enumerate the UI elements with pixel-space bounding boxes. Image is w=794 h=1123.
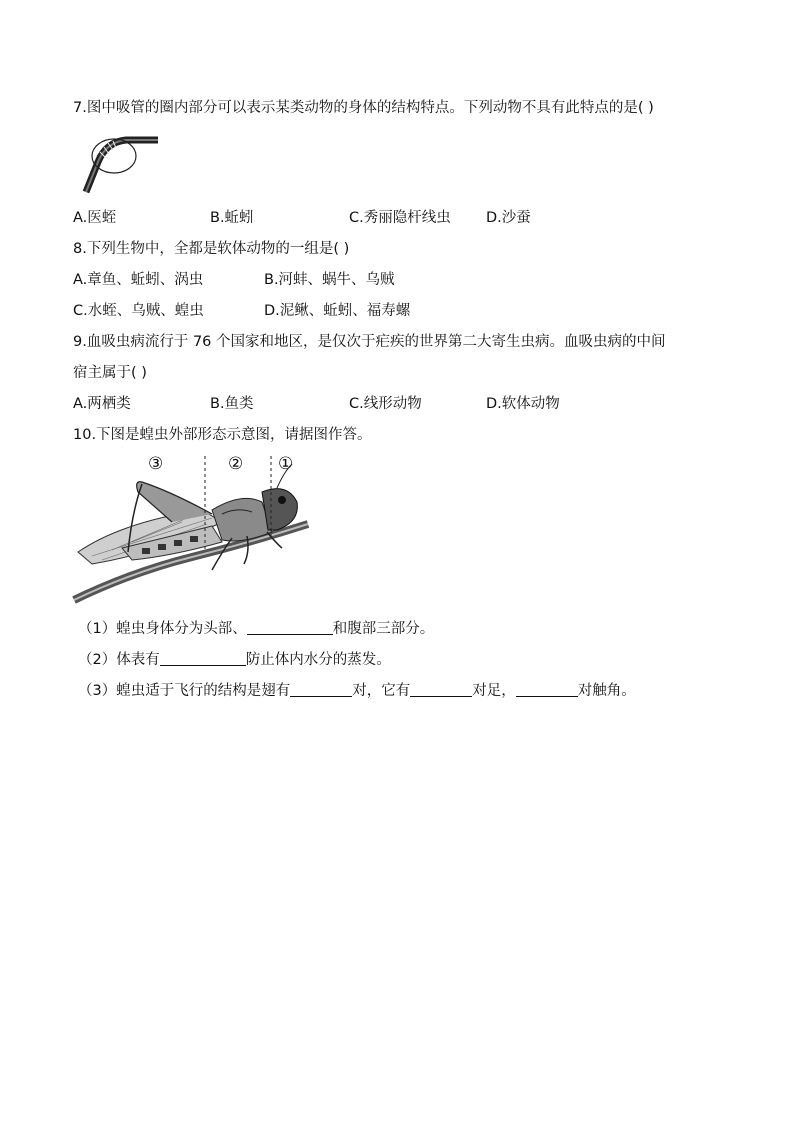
q8-option-a: A.章鱼、蚯蚓、涡虫 <box>73 272 204 288</box>
q7-option-b: B.蚯蚓 <box>210 210 254 226</box>
q10-sub2-text-a: （2）体表有 <box>78 652 160 668</box>
answer-blank-antenna-count[interactable] <box>516 682 578 697</box>
q9-option-a: A.两栖类 <box>73 396 131 412</box>
grasshopper-drawing <box>72 452 312 604</box>
answer-blank-leg-count[interactable] <box>410 682 472 697</box>
q10-sub3-text-b: 对，它有 <box>352 683 411 699</box>
q10-sub2 <box>78 650 391 670</box>
figure-label-1: ① <box>278 454 294 474</box>
q8-option-b: B.河蚌、蜗牛、乌贼 <box>264 272 395 288</box>
q10-sub3 <box>78 681 636 701</box>
grasshopper-figure <box>72 452 312 604</box>
q8-option-d: D.泥鳅、蚯蚓、福寿螺 <box>264 303 411 319</box>
q10-sub3-text-a: （3）蝗虫适于飞行的结构是翅有 <box>78 683 291 699</box>
q10-sub1 <box>78 619 434 639</box>
q10-sub3-text-d: 对触角。 <box>577 683 636 699</box>
q10-sub1-text-a: （1）蝗虫身体分为头部、 <box>78 621 247 637</box>
q9-option-d: D.软体动物 <box>486 396 560 412</box>
answer-blank-body-part[interactable] <box>247 620 333 635</box>
q9-option-b: B.鱼类 <box>210 396 254 412</box>
q9-option-c: C.线形动物 <box>349 396 422 412</box>
answer-blank-body-surface[interactable] <box>160 651 246 666</box>
q8-option-c: C.水蛭、乌贼、蝗虫 <box>73 303 204 319</box>
q10-sub3-text-c: 对足， <box>472 683 516 699</box>
figure-label-3: ③ <box>148 454 164 474</box>
answer-blank-wing-count[interactable] <box>290 682 352 697</box>
q9-stem-line1: 9.血吸虫病流行于 76 个国家和地区，是仅次于疟疾的世界第二大寄生虫病。血吸虫病的中间 <box>73 334 666 350</box>
figure-label-2: ② <box>228 454 244 474</box>
q7-option-d: D.沙蚕 <box>486 210 531 226</box>
q9-stem-line2: 宿主属于( ) <box>73 365 147 381</box>
q7-option-a: A.医蛭 <box>73 210 117 226</box>
q10-stem: 10.下图是蝗虫外部形态示意图，请据图作答。 <box>73 427 372 443</box>
q7-option-c: C.秀丽隐杆线虫 <box>349 210 451 226</box>
q7-stem: 7.图中吸管的圈内部分可以表示某类动物的身体的结构特点。下列动物不具有此特点的是( ) <box>73 100 654 116</box>
q10-sub2-text-b: 防止体内水分的蒸发。 <box>245 652 391 668</box>
q8-stem: 8.下列生物中，全都是软体动物的一组是( ) <box>73 241 350 257</box>
q10-sub1-text-b: 和腹部三部分。 <box>332 621 435 637</box>
straw-figure <box>76 132 166 194</box>
